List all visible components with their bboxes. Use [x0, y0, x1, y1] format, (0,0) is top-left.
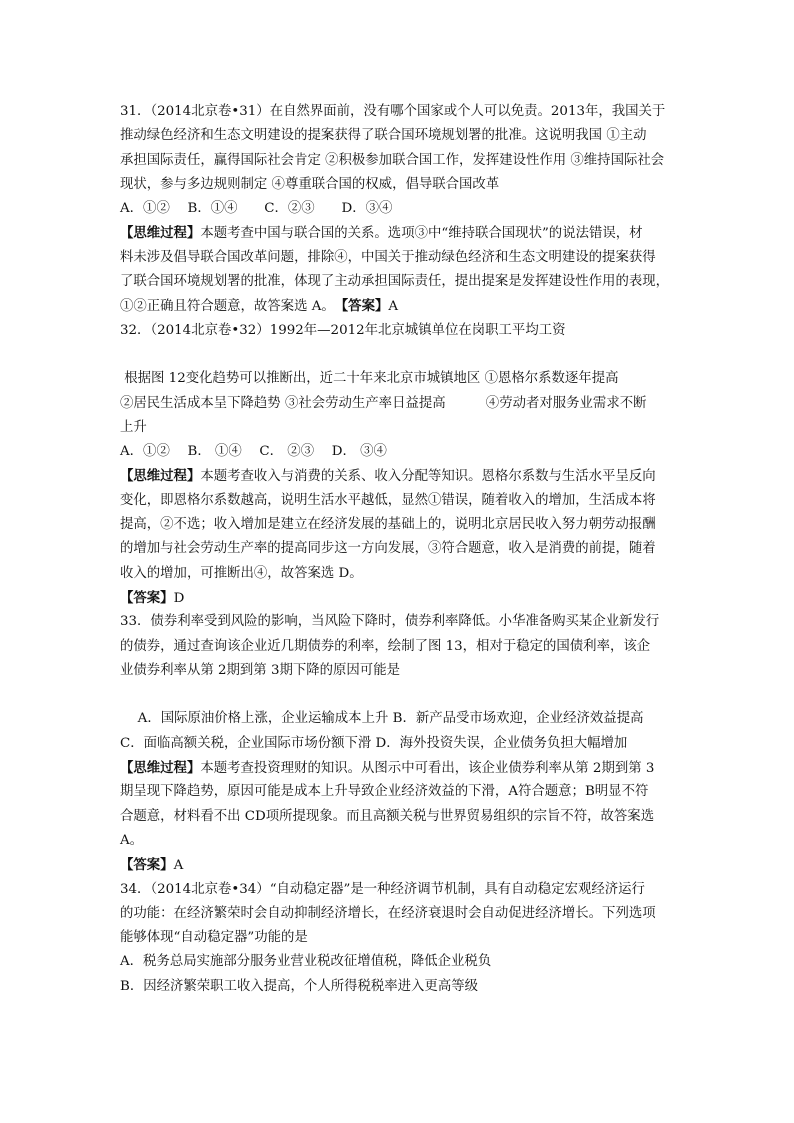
q31-stem-line: 现状，参与多边规则制定 ④尊重联合国的权威，倡导联合国改革 [120, 176, 500, 192]
q33-option-line: C．面临高额关税，企业国际市场份额下滑 D．海外投资失误，企业债务负担大幅增加 [120, 735, 628, 751]
analysis-tag: 【思维过程】 [120, 760, 201, 777]
q33-analysis-line: 合题意，材料看不出 CD项所提现象。而且高额关税与世界贸易组织的宗旨不符，故答案选 [120, 808, 655, 824]
q34-stem-line: 能够体现“自动稳定器”功能的是 [120, 930, 308, 946]
figure-12-placeholder [120, 343, 680, 367]
document-page [120, 100, 680, 999]
q31-analysis-line: ①②正确且符合题意，故答案选 A。 【答案】A [120, 298, 399, 315]
q31-analysis-line: 料未涉及倡导联合国改革问题，排除④，中国关于推动绿色经济和生态文明建设的提案获得 [120, 249, 656, 265]
question-32 [120, 319, 680, 611]
q32-stem-line: ②居民生活成本呈下降趋势 ③社会劳动生产率日益提高 ④劳动者对服务业需求不断 [120, 395, 647, 411]
q33-analysis-line: 期呈现下降趋势，原因可能是成本上升导致企业经济效益的下滑，A符合题意；B明显不符 [120, 784, 649, 800]
q31-stem-line: 推动绿色经济和生态文明建设的提案获得了联合国环境规划署的批准。这说明我国 ①主动 [120, 128, 647, 144]
q31-options: A．①② B．①④ C．②③ D．③④ [120, 201, 393, 217]
question-33 [120, 610, 680, 877]
q32-analysis-line: 的增加与社会劳动生产率的提高同步这一方向发展，③符合题意，收入是消费的前提，随着 [120, 541, 656, 557]
q34-option-line: A．税务总局实施部分服务业营业税改征增值税，降低企业税负 [120, 954, 492, 970]
q32-analysis-line: 提高，②不选；收入增加是建立在经济发展的基础上的，说明北京居民收入努力朝劳动报酬 [120, 517, 656, 533]
q33-stem-line: 业债券利率从第 2期到第 3期下降的原因可能是 [120, 662, 400, 678]
q33-analysis-line: 【思维过程】本题考查投资理财的知识。从图示中可看出，该企业债券利率从第 2期到第 3 [120, 760, 655, 777]
q34-option-line: B．因经济繁荣职工收入提高，个人所得税税率进入更高等级 [120, 978, 478, 994]
q32-options: A．①② B． ①④ C． ②③ D． ③④ [120, 444, 387, 460]
answer-tag: 【答案】 [120, 857, 174, 874]
q33-option-line: A．国际原油价格上涨，企业运输成本上升 B．新产品受市场欢迎，企业经济效益提高 [120, 711, 644, 727]
q32-analysis-line: 收入的增加，可推断出④，故答案选 D。 [120, 565, 363, 581]
q33-answer [120, 853, 680, 877]
analysis-tag: 【思维过程】 [120, 468, 201, 485]
answer-value: D [173, 590, 185, 606]
q34-stem-line: 的功能：在经济繁荣时会自动抑制经济增长，在经济衰退时会自动促进经济增长。下列选项 [120, 905, 656, 921]
q33-stem-line: 的债券，通过查询该企业近几期债券的利率，绘制了图 13，相对于稳定的国债利率，该企 [120, 638, 651, 654]
question-31 [120, 100, 680, 319]
q31-analysis-line: 【思维过程】本题考查中国与联合国的关系。选项③中“维持联合国现状”的说法错误，材 [120, 225, 643, 242]
q33-stem-line: 33．债券利率受到风险的影响，当风险下降时，债券利率降低。小华准备购买某企业新发行 [120, 614, 660, 630]
q31-stem-line: 31．（2014北京卷•31）在自然界面前，没有哪个国家或个人可以免责。2013年，我国关于 [120, 104, 666, 119]
q33-analysis-line: A。 [120, 832, 144, 848]
q32-stem-line: 上升 [120, 419, 147, 435]
question-34 [120, 878, 680, 999]
q32-analysis-line: 变化，即恩格尔系数越高，说明生活水平越低，显然①错误，随着收入的增加，生活成本将 [120, 492, 656, 508]
analysis-tag: 【思维过程】 [120, 225, 201, 242]
q32-stem-line: 32．（2014北京卷•32）1992年—2012年北京城镇单位在岗职工平均工资 [120, 322, 566, 338]
q31-stem-line: 承担国际责任，赢得国际社会肯定 ②积极参加联合国工作，发挥建设性作用 ③维持国际社会 [120, 152, 665, 168]
q34-stem-line: 34．（2014北京卷•34）“自动稳定器”是一种经济调节机制，具有自动稳定宏观经济运行 [120, 881, 645, 897]
answer-value: A [388, 299, 399, 315]
q32-analysis-line: 【思维过程】本题考查收入与消费的关系、收入分配等知识。恩格尔系数与生活水平呈反向 [120, 468, 656, 485]
q32-answer [120, 586, 680, 610]
answer-tag: 【答案】 [341, 298, 389, 315]
answer-tag: 【答案】 [120, 589, 174, 606]
q31-analysis-line: 了联合国环境规划署的批准，体现了主动承担国际责任，提出提案是发挥建设性作用的表现， [120, 274, 670, 290]
figure-13-placeholder [120, 683, 680, 707]
q32-stem-line: 根据图 12变化趋势可以推断出，近二十年来北京市城镇地区 ①恩格尔系数逐年提高 [120, 371, 619, 387]
answer-value: A [173, 858, 184, 874]
